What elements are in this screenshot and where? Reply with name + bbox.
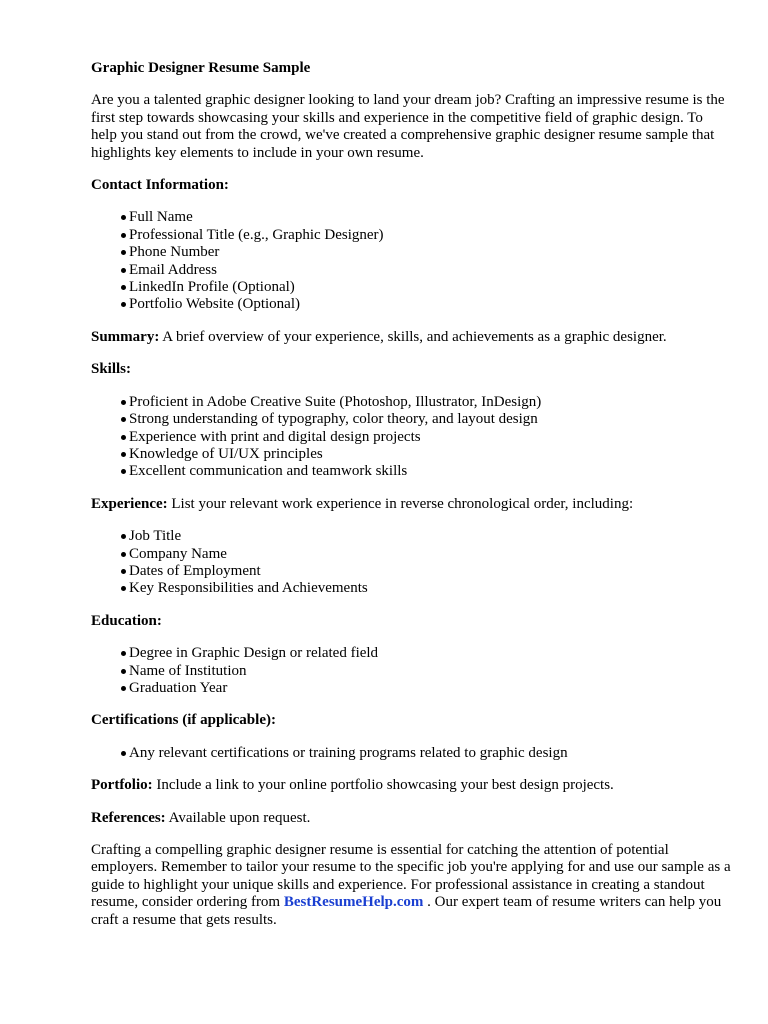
list-item: [121, 546, 731, 563]
contact-list: [91, 209, 731, 313]
list-item: [121, 663, 731, 680]
list-item: [121, 296, 731, 313]
bullet-icon: [121, 534, 126, 539]
bullet-icon: [121, 751, 126, 756]
best-resume-help-link[interactable]: BestResumeHelp.com: [283, 894, 424, 911]
list-item-text: Excellent communication and teamwork skills: [129, 463, 408, 480]
contact-heading: Contact Information:: [91, 177, 229, 194]
bullet-icon: [121, 552, 126, 557]
list-item: [121, 209, 731, 226]
list-item-text: Key Responsibilities and Achievements: [129, 580, 368, 597]
skills-heading: Skills:: [91, 361, 132, 378]
list-item-text: Degree in Graphic Design or related field: [129, 645, 379, 662]
skills-list: [91, 394, 731, 481]
bullet-icon: [121, 268, 126, 273]
list-item: [121, 446, 731, 463]
education-heading: Education:: [91, 612, 162, 629]
references-section: [91, 810, 731, 827]
bullet-icon: [121, 469, 126, 474]
list-item: [121, 645, 731, 662]
list-item: [121, 563, 731, 580]
bullet-icon: [121, 669, 126, 674]
list-item-text: Email Address: [129, 261, 217, 278]
list-item: [121, 429, 731, 446]
list-item-text: Company Name: [129, 545, 227, 562]
education-list: [91, 645, 731, 697]
experience-list: [91, 528, 731, 598]
bullet-icon: [121, 417, 126, 422]
portfolio-label: Portfolio:: [91, 777, 153, 794]
list-item-text: Portfolio Website (Optional): [129, 296, 300, 313]
portfolio-text: Include a link to your online portfolio showcasing your best design projects.: [152, 777, 614, 794]
summary-label: Summary:: [91, 328, 160, 345]
list-item-text: Experience with print and digital design projects: [129, 428, 421, 445]
bullet-icon: [121, 285, 126, 290]
bullet-icon: [121, 302, 126, 307]
experience-label: Experience:: [91, 495, 168, 512]
bullet-icon: [121, 452, 126, 457]
page-title: Graphic Designer Resume Sample: [91, 60, 311, 76]
experience-text: List your relevant work experience in reverse chronological order, including:: [167, 495, 634, 512]
bullet-icon: [121, 435, 126, 440]
list-item-text: Job Title: [129, 528, 182, 545]
list-item-text: Any relevant certifications or training programs related to graphic design: [129, 744, 568, 761]
list-item: [121, 580, 731, 597]
portfolio-section: [91, 777, 731, 794]
closing-text-after: . Our expert team of resume writers can help you craft a resume that gets results.: [91, 894, 722, 928]
references-text: Available upon request.: [165, 809, 311, 826]
bullet-icon: [121, 586, 126, 591]
closing-paragraph: [91, 842, 731, 929]
list-item: [121, 279, 731, 296]
bullet-icon: [121, 651, 126, 656]
list-item-text: Full Name: [129, 209, 193, 226]
list-item: [121, 745, 731, 762]
list-item-text: Proficient in Adobe Creative Suite (Photoshop, Illustrator, InDesign): [129, 393, 542, 410]
references-label: References:: [91, 809, 166, 826]
bullet-icon: [121, 233, 126, 238]
certifications-list: [91, 745, 731, 762]
bullet-icon: [121, 400, 126, 405]
list-item: [121, 463, 731, 480]
list-item: [121, 528, 731, 545]
list-item-text: LinkedIn Profile (Optional): [129, 279, 295, 296]
closing-text-before: Crafting a compelling graphic designer resume is essential for catching the attention of potential employers. Remember to tailor your resume to the specific job you're applying for and use our sample as a guide to highlight your unique skills and experience. For professional assistance in creating a standout resume, consider ordering from: [91, 842, 731, 911]
list-item-text: Professional Title (e.g., Graphic Designer): [129, 226, 384, 243]
bullet-icon: [121, 250, 126, 255]
list-item: [121, 394, 731, 411]
bullet-icon: [121, 569, 126, 574]
list-item-text: Knowledge of UI/UX principles: [129, 445, 323, 462]
list-item-text: Name of Institution: [129, 662, 247, 679]
experience-section: [91, 496, 731, 513]
list-item: [121, 411, 731, 428]
summary-text: A brief overview of your experience, skills, and achievements as a graphic designer.: [159, 328, 667, 345]
list-item-text: Dates of Employment: [129, 562, 261, 579]
list-item: [121, 227, 731, 244]
intro-paragraph: Are you a talented graphic designer looking to land your dream job? Crafting an impressive resume is the first step towards showcasing your skills and experience in the competitive field of graphic design. To help you stand out from the crowd, we've created a comprehensive graphic designer resume sample that highlights key elements to include in your own resume.: [91, 92, 725, 161]
list-item-text: Phone Number: [129, 244, 220, 261]
summary-section: [91, 329, 731, 346]
bullet-icon: [121, 686, 126, 691]
list-item: [121, 262, 731, 279]
document-page: [91, 60, 731, 944]
certifications-heading: Certifications (if applicable):: [91, 712, 276, 729]
bullet-icon: [121, 215, 126, 220]
list-item-text: Strong understanding of typography, color theory, and layout design: [129, 411, 538, 428]
list-item: [121, 244, 731, 261]
list-item: [121, 680, 731, 697]
list-item-text: Graduation Year: [129, 679, 228, 696]
